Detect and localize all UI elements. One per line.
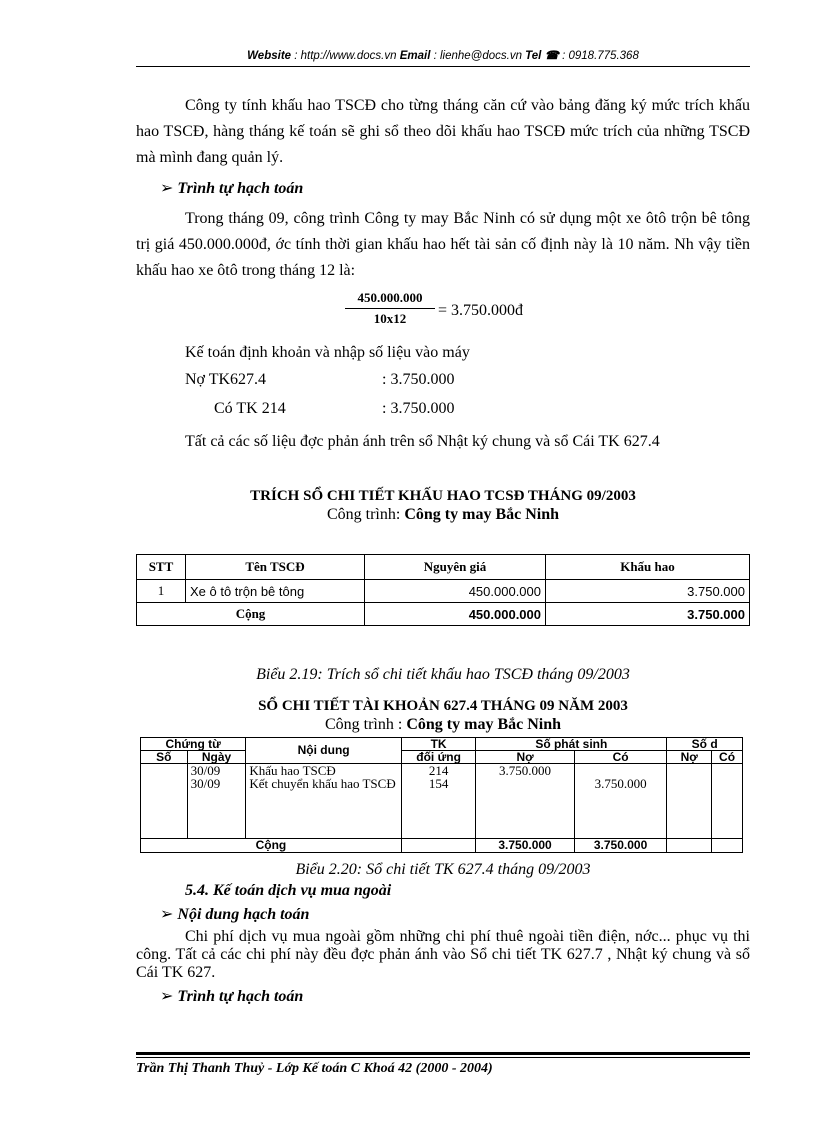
h-chung-tu: Chứng từ [141,738,246,751]
total-label: Cộng [137,603,365,626]
h-so-phat-sinh: Số phát sinh [476,738,667,751]
cell-noi-dung [246,764,402,839]
row2-noi-dung: Kết chuyển khấu hao TSCĐ [249,776,396,791]
caption-bieu-2-19: Biểu 2.19: Trích sổ chi tiết khấu hao TSCĐ tháng 09/2003 [256,666,630,683]
footer-divider-thick [136,1052,750,1055]
cell-du-co [712,764,743,839]
subheading-text: Nội dung hạch toán [177,906,310,923]
table2-title: SỔ CHI TIẾT TÀI KHOẢN 627.4 THÁNG 09 NĂM 2003 [258,698,628,714]
cell-so [141,764,188,839]
ledger-total-co: 3.750.000 [574,839,667,853]
total-depr: 3.750.000 [546,603,750,626]
formula-numerator: 450.000.000 [345,290,435,309]
ledger-total-row [141,839,743,853]
table-row [137,580,750,603]
email-value: : lienhe@docs.vn [430,50,526,62]
ledger-header-row-2 [141,751,743,764]
subheading-text: Trình tự hạch toán [177,988,304,1005]
entry-no-value: : 3.750.000 [382,371,455,388]
arrow-bullet-icon: ➢ [160,906,174,923]
ledger-header-row-1 [141,738,743,751]
cell-name: Xe ô tô trộn bê tông [186,580,365,603]
subheading-noi-dung [160,904,309,924]
depreciation-table [136,554,750,626]
h-so-du: Số d [667,738,743,751]
ledger-total-label: Cộng [141,839,402,853]
cell-co [574,764,667,839]
row1-ngay: 30/09 [190,763,221,778]
col-ten-tscd: Tên TSCĐ [186,555,365,580]
h-so: Số [141,751,188,764]
subheading-text: Trình tự hạch toán [177,180,304,197]
formula-result: = 3.750.000đ [438,302,524,319]
row1-no: 3.750.000 [499,763,552,778]
arrow-bullet-icon: ➢ [160,180,174,197]
cell-tk [401,764,475,839]
footer-divider-thin [136,1057,750,1058]
tel-label: Tel [525,50,542,62]
subheading-trinh-tu-1 [160,178,303,198]
ledger-total-no: 3.750.000 [476,839,574,853]
h-du-no: Nợ [667,751,712,764]
cell-du-no [667,764,712,839]
paragraph-entry-intro: Kế toán định khoản và nhập số liệu vào máy [185,344,470,361]
cell-depr: 3.750.000 [546,580,750,603]
paragraph-services: Chi phí dịch vụ mua ngoài gồm những chi phí thuê ngoài tiền điện, nớc... phục vụ thi công. Tất cả các chi phí này đều đợc phản ánh vào Sổ chi tiết TK 627.7 , Nhật ký chung và sổ Cái TK 627. [136,928,750,981]
table1-title: TRÍCH SỔ CHI TIẾT KHẤU HAO TCSĐ THÁNG 09/2003 [250,488,636,504]
paragraph-posting: Tất cả các số liệu đợc phản ánh trên sổ Nhật ký chung và sổ Cái TK 627.4 [185,433,660,450]
table-header-row [137,555,750,580]
section-5-4-heading: 5.4. Kế toán dịch vụ mua ngoài [185,882,392,899]
subheading-trinh-tu-2 [160,986,303,1006]
table1-subtitle-name: Công ty may Bắc Ninh [404,506,560,523]
row2-tk: 154 [428,776,449,791]
h-doi-ung: đối ứng [401,751,475,764]
row2-ngay: 30/09 [190,776,221,791]
entry-co-value: : 3.750.000 [382,400,455,417]
entry-co-label: Có TK 214 [214,400,286,417]
h-ngay: Ngày [187,751,246,764]
table-total-row [137,603,750,626]
table2-subtitle [136,716,750,734]
col-stt: STT [137,555,186,580]
ledger-total-du-no [667,839,712,853]
phone-icon: ☎ [544,50,559,62]
h-tk: TK [401,738,475,751]
row1-noi-dung: Khấu hao TSCĐ [249,763,336,778]
header-divider [136,66,750,67]
h-du-co: Có [712,751,743,764]
formula-denominator: 10x12 [373,311,407,326]
page-header [136,48,750,62]
ledger-table [140,737,743,853]
website-value: : http://www.docs.vn [291,50,400,62]
cell-no [476,764,574,839]
cell-ngay [187,764,246,839]
website-label: Website [247,50,292,62]
col-nguyen-gia: Nguyên giá [365,555,546,580]
tel-value: : 0918.775.368 [558,50,639,62]
page-footer: Trần Thị Thanh Thuỷ - Lớp Kế toán C Khoá 42 (2000 - 2004) [136,1061,493,1076]
ledger-body-row [141,764,743,839]
ledger-total-tk [401,839,475,853]
h-co: Có [574,751,667,764]
formula-fraction [345,290,435,327]
entry-no-label: Nợ TK627.4 [185,371,267,388]
col-khau-hao: Khấu hao [546,555,750,580]
row1-tk: 214 [428,763,449,778]
table1-subtitle [136,506,750,524]
paragraph-intro: Công ty tính khấu hao TSCĐ cho từng tháng căn cứ vào bảng đăng ký mức trích khấu hao TSCĐ, hàng tháng kế toán sẽ ghi sổ theo dõi khấu hao TSCĐ mức trích của những TSCĐ mà mình đang quản lý. [136,97,750,166]
row2-co: 3.750.000 [594,776,647,791]
caption-bieu-2-20: Biểu 2.20: Sổ chi tiết TK 627.4 tháng 09/2003 [295,861,591,878]
table2-subtitle-prefix: Công trình : [324,716,407,733]
total-cost: 450.000.000 [365,603,546,626]
paragraph-example: Trong tháng 09, công trình Công ty may Bắc Ninh có sử dụng một xe ôtô trộn bê tông trị giá 450.000.000đ, ớc tính thời gian khấu hao hết tài sản cố định này là 10 năm. Nh vậy tiền khấu hao xe ôtô trong tháng 12 là: [136,210,750,279]
email-label: Email [399,50,431,62]
h-no: Nợ [476,751,574,764]
table1-subtitle-prefix: Công trình: [326,506,405,523]
h-noi-dung: Nội dung [246,738,402,764]
cell-cost: 450.000.000 [365,580,546,603]
table2-subtitle-name: Công ty may Bắc Ninh [406,716,562,733]
ledger-total-du-co [712,839,743,853]
arrow-bullet-icon: ➢ [160,988,174,1005]
cell-stt: 1 [137,580,186,603]
